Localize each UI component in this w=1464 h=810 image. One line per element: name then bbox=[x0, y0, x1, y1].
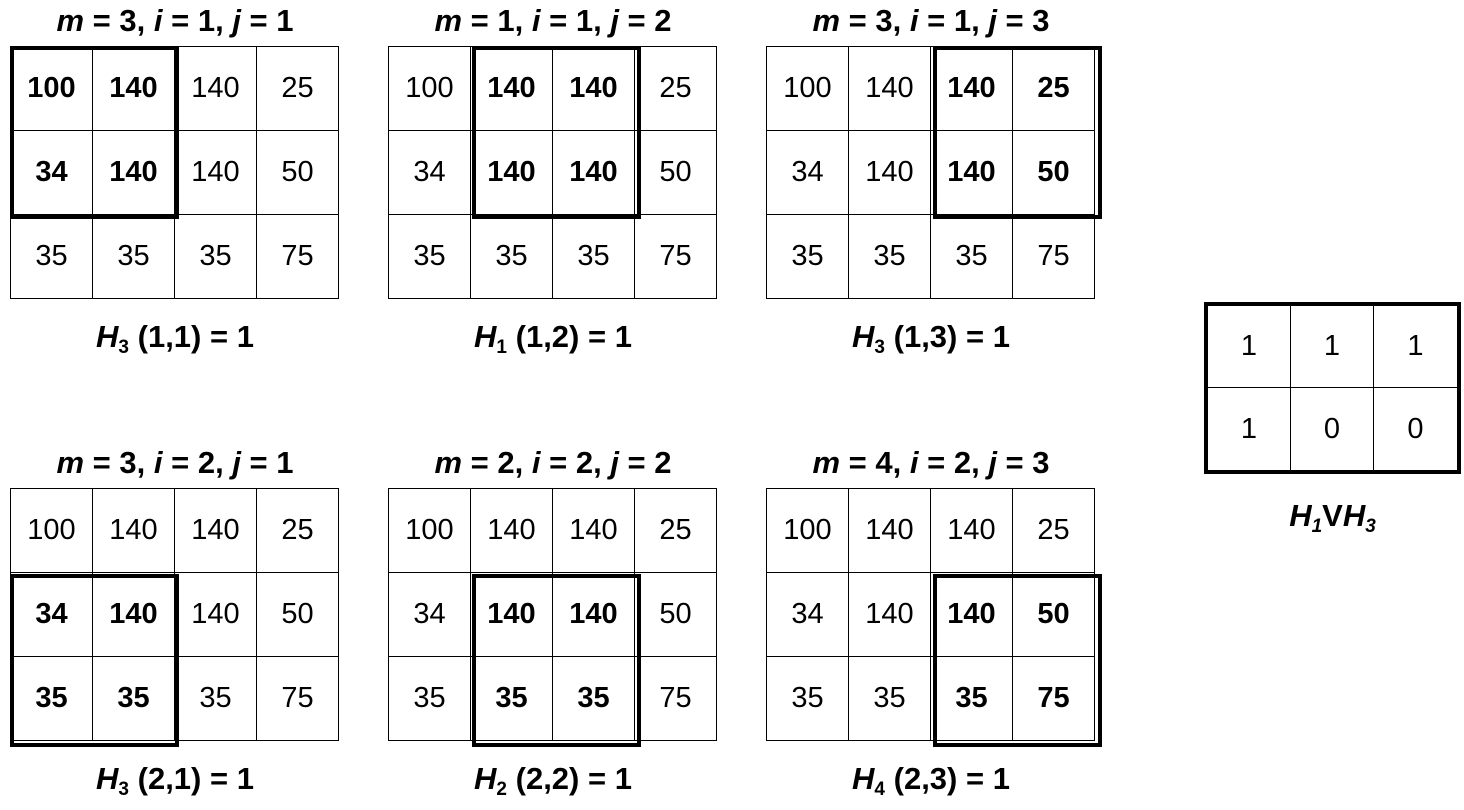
m-value: 1 bbox=[497, 3, 515, 38]
window-cell: 35 bbox=[553, 657, 635, 741]
matrix-cell: 140 bbox=[931, 489, 1013, 573]
matrix-cell: 75 bbox=[1013, 215, 1095, 299]
matrix-cell: 50 bbox=[257, 131, 339, 215]
formula-args: (1,1) bbox=[137, 319, 202, 354]
window-cell: 140 bbox=[931, 47, 1013, 131]
histogram-formula: $H_4$ (2,3) = 1 bbox=[852, 761, 1010, 800]
matrix-cell: 35 bbox=[849, 657, 931, 741]
window-cell: 34 bbox=[11, 573, 93, 657]
window-cell: 35 bbox=[471, 657, 553, 741]
matrix-cell: 75 bbox=[635, 215, 717, 299]
histogram-formula: $H_2$ (2,2) = 1 bbox=[474, 761, 632, 800]
matrix-cell: 140 bbox=[849, 131, 931, 215]
matrix-cell: 25 bbox=[257, 489, 339, 573]
formula-args: (2,1) bbox=[137, 761, 202, 796]
histogram-formula: $H_1$ (1,2) = 1 bbox=[474, 319, 632, 358]
histogram-formula: $H_3$ (2,1) = 1 bbox=[96, 761, 254, 800]
panel-title: m = 4, i = 2, j = 3 bbox=[812, 445, 1050, 480]
panel-title: m = 3, i = 2, j = 1 bbox=[56, 445, 294, 480]
window-cell: 140 bbox=[93, 131, 175, 215]
matrix-cell: 35 bbox=[389, 215, 471, 299]
window-cell: 35 bbox=[931, 657, 1013, 741]
panel-title: m = 3, i = 1, j = 1 bbox=[56, 3, 294, 38]
formula-subscript: 3 bbox=[118, 779, 129, 800]
matrix-cell: 35 bbox=[849, 215, 931, 299]
matrix-cell: 25 bbox=[635, 489, 717, 573]
j-value: 2 bbox=[654, 445, 672, 480]
panel-title: m = 2, i = 2, j = 2 bbox=[434, 445, 672, 480]
window-cell: 140 bbox=[471, 131, 553, 215]
result-label bbox=[1204, 496, 1461, 547]
result-label-operator: V bbox=[1322, 498, 1343, 533]
matrix-cell: 140 bbox=[471, 489, 553, 573]
j-value: 1 bbox=[276, 3, 294, 38]
i-value: 1 bbox=[575, 3, 594, 38]
panel-title: m = 3, i = 1, j = 3 bbox=[812, 3, 1050, 38]
matrix-cell: 35 bbox=[11, 215, 93, 299]
matrix-cell: 34 bbox=[767, 131, 849, 215]
matrix-cell: 35 bbox=[389, 657, 471, 741]
m-value: 3 bbox=[119, 3, 137, 38]
formula-args: (1,3) bbox=[893, 319, 958, 354]
matrix-cell: 25 bbox=[257, 47, 339, 131]
pixel-matrix bbox=[766, 488, 1095, 741]
result-cell: 1 bbox=[1208, 306, 1291, 388]
matrix-cell: 140 bbox=[175, 131, 257, 215]
matrix-cell: 35 bbox=[93, 215, 175, 299]
matrix-cell: 140 bbox=[849, 47, 931, 131]
m-value: 2 bbox=[497, 445, 515, 480]
j-value: 1 bbox=[276, 445, 294, 480]
window-cell: 140 bbox=[93, 47, 175, 131]
result-label-sub1: 1 bbox=[1311, 516, 1323, 537]
matrix-cell: 34 bbox=[767, 573, 849, 657]
matrix-cell: 140 bbox=[175, 489, 257, 573]
matrix-cell: 25 bbox=[1013, 489, 1095, 573]
formula-value: 1 bbox=[236, 319, 254, 354]
i-value: 1 bbox=[953, 3, 972, 38]
j-value: 2 bbox=[654, 3, 672, 38]
j-value: 3 bbox=[1032, 445, 1050, 480]
formula-args: (1,2) bbox=[515, 319, 580, 354]
pixel-matrix bbox=[766, 46, 1095, 299]
result-cell: 0 bbox=[1291, 388, 1374, 470]
matrix-cell: 140 bbox=[175, 573, 257, 657]
matrix-cell: 100 bbox=[767, 47, 849, 131]
formula-args: (2,3) bbox=[893, 761, 958, 796]
window-cell: 140 bbox=[553, 47, 635, 131]
matrix-cell: 50 bbox=[257, 573, 339, 657]
matrix-cell: 140 bbox=[849, 489, 931, 573]
i-value: 1 bbox=[197, 3, 216, 38]
matrix-cell: 34 bbox=[389, 573, 471, 657]
window-cell: 35 bbox=[93, 657, 175, 741]
pixel-matrix bbox=[10, 488, 339, 741]
matrix-cell: 25 bbox=[635, 47, 717, 131]
matrix-cell: 35 bbox=[767, 657, 849, 741]
matrix-cell: 100 bbox=[11, 489, 93, 573]
histogram-formula: $H_3$ (1,3) = 1 bbox=[852, 319, 1010, 358]
window-cell: 140 bbox=[471, 47, 553, 131]
pixel-matrix bbox=[388, 46, 717, 299]
result-cell: 1 bbox=[1208, 388, 1291, 470]
i-value: 2 bbox=[953, 445, 972, 480]
result-label-var: H bbox=[1342, 498, 1366, 533]
matrix-cell: 75 bbox=[635, 657, 717, 741]
matrix-cell: 35 bbox=[931, 215, 1013, 299]
matrix-cell: 100 bbox=[389, 489, 471, 573]
matrix-cell: 35 bbox=[471, 215, 553, 299]
formula-value: 1 bbox=[236, 761, 254, 796]
matrix-cell: 75 bbox=[257, 215, 339, 299]
i-value: 2 bbox=[197, 445, 216, 480]
matrix-cell: 140 bbox=[175, 47, 257, 131]
histogram-formula: $H_3$ (1,1) = 1 bbox=[96, 319, 254, 358]
window-cell: 35 bbox=[11, 657, 93, 741]
result-label-var: H bbox=[1289, 498, 1312, 533]
window-cell: 140 bbox=[93, 573, 175, 657]
result-matrix bbox=[1204, 302, 1461, 474]
matrix-cell: 140 bbox=[93, 489, 175, 573]
formula-subscript: 3 bbox=[118, 337, 129, 358]
formula-subscript: 3 bbox=[874, 337, 885, 358]
formula-subscript: 1 bbox=[496, 337, 507, 358]
matrix-cell: 34 bbox=[389, 131, 471, 215]
matrix-cell: 35 bbox=[553, 215, 635, 299]
matrix-cell: 50 bbox=[635, 573, 717, 657]
m-value: 4 bbox=[875, 445, 893, 480]
window-cell: 140 bbox=[553, 573, 635, 657]
window-cell: 140 bbox=[931, 573, 1013, 657]
formula-value: 1 bbox=[992, 319, 1010, 354]
matrix-cell: 35 bbox=[175, 215, 257, 299]
m-value: 3 bbox=[875, 3, 893, 38]
window-cell: 140 bbox=[931, 131, 1013, 215]
formula-value: 1 bbox=[614, 319, 632, 354]
pixel-matrix bbox=[10, 46, 339, 299]
window-cell: 34 bbox=[11, 131, 93, 215]
result-cell: 0 bbox=[1407, 412, 1424, 445]
matrix-cell: 140 bbox=[553, 489, 635, 573]
matrix-cell: 35 bbox=[175, 657, 257, 741]
formula-value: 1 bbox=[992, 761, 1010, 796]
window-cell: 75 bbox=[1013, 657, 1095, 741]
matrix-cell: 50 bbox=[635, 131, 717, 215]
window-cell: 25 bbox=[1013, 47, 1095, 131]
matrix-cell: 140 bbox=[849, 573, 931, 657]
formula-args: (2,2) bbox=[515, 761, 580, 796]
window-cell: 50 bbox=[1013, 573, 1095, 657]
window-cell: 140 bbox=[471, 573, 553, 657]
window-cell: 140 bbox=[553, 131, 635, 215]
matrix-cell: 75 bbox=[257, 657, 339, 741]
result-label-sub2: 3 bbox=[1365, 516, 1376, 537]
result-cell: 1 bbox=[1374, 306, 1457, 388]
matrix-cell: 100 bbox=[767, 489, 849, 573]
formula-subscript: 4 bbox=[874, 779, 885, 800]
window-cell: 100 bbox=[11, 47, 93, 131]
panel-title: m = 1, i = 1, j = 2 bbox=[434, 3, 672, 38]
i-value: 2 bbox=[575, 445, 594, 480]
formula-subscript: 2 bbox=[496, 779, 507, 800]
window-cell: 50 bbox=[1013, 131, 1095, 215]
formula-value: 1 bbox=[614, 761, 632, 796]
pixel-matrix bbox=[388, 488, 717, 741]
m-value: 3 bbox=[119, 445, 137, 480]
j-value: 3 bbox=[1032, 3, 1050, 38]
matrix-cell: 100 bbox=[389, 47, 471, 131]
matrix-cell: 35 bbox=[767, 215, 849, 299]
result-cell: 1 bbox=[1291, 306, 1374, 388]
